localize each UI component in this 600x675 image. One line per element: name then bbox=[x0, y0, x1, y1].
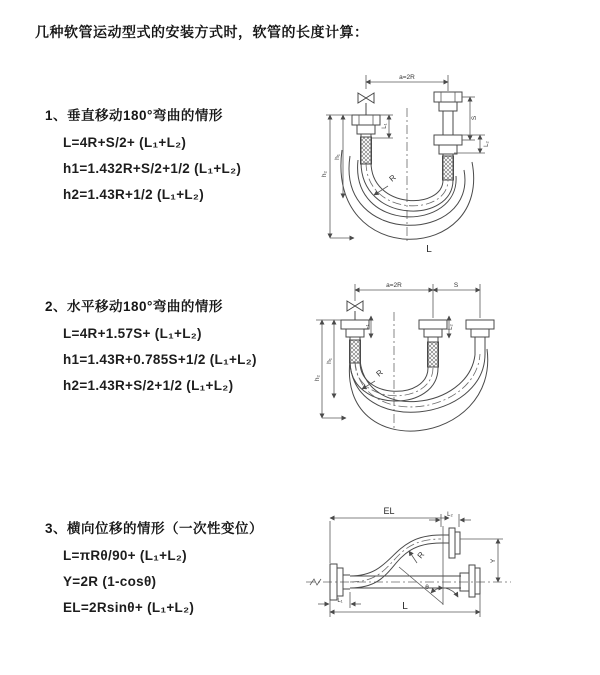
dim-label-s: S bbox=[453, 282, 459, 289]
dim-label-L: L bbox=[402, 601, 408, 612]
dim-label-l1: L₁ bbox=[364, 324, 370, 330]
flange-fitting-position2 bbox=[466, 320, 494, 355]
section-heading: 2、水平移动180°弯曲的情形 bbox=[45, 299, 223, 314]
dim-label-a2r: a=2R bbox=[399, 74, 415, 81]
radius-label: R bbox=[374, 367, 385, 379]
dim-label-s: S bbox=[471, 115, 478, 121]
dim-label-el: EL bbox=[383, 506, 395, 516]
diagram-horizontal-180-bend bbox=[308, 276, 580, 468]
formula-EL: EL=2Rsinθ+ (L₁+L₂) bbox=[63, 600, 195, 615]
formula-h1: h1=1.43R+0.785S+1/2 (L₁+L₂) bbox=[63, 352, 257, 367]
section-heading: 3、横向位移的情形（一次性变位） bbox=[45, 521, 264, 536]
hose-displaced-position bbox=[350, 528, 460, 588]
braided-hose-section bbox=[350, 340, 361, 363]
diagram-lateral-displacement bbox=[301, 501, 516, 627]
dim-label-l1: L₁ bbox=[382, 123, 388, 129]
formula-L: L=4R+S/2+ (L₁+L₂) bbox=[63, 135, 187, 150]
formula-Y: Y=2R (1-cosθ) bbox=[63, 574, 157, 589]
dim-label-a2r: a=2R bbox=[386, 282, 402, 289]
dim-label-h1: h₁ bbox=[334, 154, 341, 160]
section-lateral-displacement bbox=[45, 517, 263, 626]
section-heading: 1、垂直移动180°弯曲的情形 bbox=[45, 108, 223, 123]
dim-label-l2: L₂ bbox=[484, 141, 490, 147]
flange-fitting-position1 bbox=[419, 320, 447, 368]
flange-fitting-right bbox=[434, 92, 462, 180]
section-vertical-movement bbox=[45, 104, 241, 213]
diagram-vertical-180-bend bbox=[308, 62, 580, 264]
dim-label-h2: h₂ bbox=[321, 170, 328, 178]
radius-label: R bbox=[415, 550, 427, 561]
formula-h2: h2=1.43R+S/2+1/2 (L₁+L₂) bbox=[63, 378, 234, 393]
section-horizontal-movement bbox=[45, 295, 257, 404]
dim-label-y: Y bbox=[490, 558, 497, 564]
formula-h1: h1=1.432R+S/2+1/2 (L₁+L₂) bbox=[63, 161, 242, 176]
braided-hose-section bbox=[443, 156, 454, 180]
valve-icon bbox=[358, 93, 374, 115]
dim-label-l2: L₂ bbox=[448, 324, 454, 330]
centerline-break-mark bbox=[310, 579, 321, 585]
formula-L: L=4R+1.57S+ (L₁+L₂) bbox=[63, 326, 202, 341]
radius-label: R bbox=[387, 172, 398, 184]
hose-u-bend bbox=[349, 349, 487, 431]
braided-hose-section bbox=[428, 342, 439, 367]
formula-L: L=πRθ/90+ (L₁+L₂) bbox=[63, 548, 187, 563]
braided-hose-section bbox=[361, 137, 372, 164]
dim-label-h1: h₁ bbox=[326, 358, 333, 364]
valve-icon bbox=[347, 301, 363, 320]
dim-label-l2: L₂ bbox=[447, 512, 453, 518]
angle-label-theta: θ bbox=[425, 584, 429, 591]
dim-label-h2: h₂ bbox=[314, 374, 321, 382]
dim-label-l1: L₁ bbox=[337, 598, 343, 604]
flange-fitting-left bbox=[352, 115, 380, 164]
formula-h2: h2=1.43R+1/2 (L₁+L₂) bbox=[63, 187, 205, 202]
page-title: 几种软管运动型式的安装方式时，软管的长度计算： bbox=[35, 24, 369, 40]
dim-label-L: L bbox=[426, 244, 432, 255]
flange-fitting-right bbox=[460, 565, 480, 597]
